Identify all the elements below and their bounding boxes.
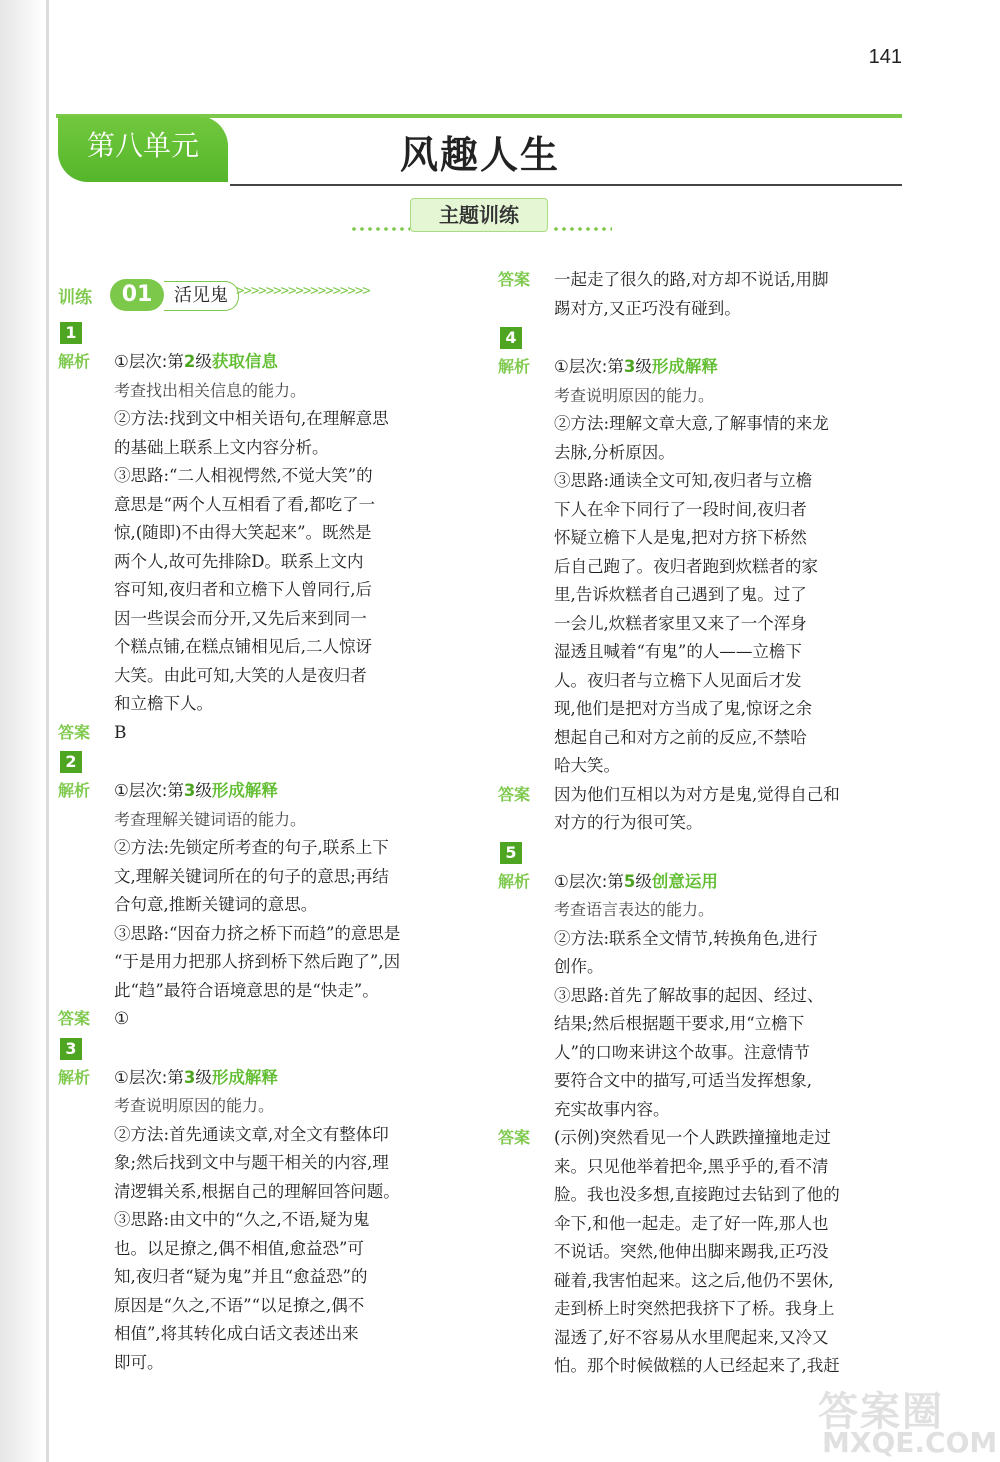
level-prefix: ①层次:第 xyxy=(554,871,624,891)
right-column xyxy=(498,266,902,1381)
analysis-label: 解析 xyxy=(58,1067,91,1087)
answer-line: (示例)突然看见一个人跌跌撞撞地走过 xyxy=(554,1128,831,1147)
answer-line: 碰着,我害怕起来。这之后,他仍不罢休, xyxy=(554,1270,834,1290)
analysis-line: 考查说明原因的能力。 xyxy=(114,1096,275,1115)
question-number: 5 xyxy=(500,842,522,864)
analysis-line: 现,他们是把对方当成了鬼,惊讶之余 xyxy=(554,699,812,718)
analysis-line: “于是用力把那人挤到桥下然后跑了”,因 xyxy=(114,952,401,971)
answer-row xyxy=(498,1124,902,1381)
analysis-line: 去脉,分析原因。 xyxy=(554,442,675,462)
analysis-line: 个糕点铺,在糕点铺相见后,二人惊讶 xyxy=(114,637,372,656)
analysis-line: 惊,(随即)不由得大笑起来”。既然是 xyxy=(114,523,372,542)
level-kind: 形成解释 xyxy=(651,357,718,376)
analysis-line: 也。以足撩之,偶不相值,愈益恐”可 xyxy=(114,1238,364,1258)
level-suffix: 级 xyxy=(195,781,212,800)
analysis-label: 解析 xyxy=(498,357,531,376)
analysis-line: 考查语言表达的能力。 xyxy=(554,900,715,919)
analysis-line: 原因是“久之,不语”“以足撩之,偶不 xyxy=(114,1295,365,1315)
analysis-line: 里,告诉炊糕者自己遇到了鬼。过了 xyxy=(554,585,807,604)
answer-line: 因为他们互相以为对方是鬼,觉得自己和 xyxy=(554,784,840,804)
analysis-label: 解析 xyxy=(58,352,91,371)
analysis-line: ③思路:由文中的“久之,不语,疑为鬼 xyxy=(114,1210,370,1229)
answer-label: 答案 xyxy=(58,1009,91,1028)
analysis-line: 因一些误会而分开,又先后来到同一 xyxy=(114,608,367,628)
analysis-line: 哈大笑。 xyxy=(554,756,620,775)
watermark xyxy=(818,1380,998,1460)
question-number: 4 xyxy=(500,327,522,349)
analysis-line: 下人在伞下同行了一段时间,夜归者 xyxy=(554,499,807,519)
answer-line: 不说话。突然,他伸出脚来踢我,正巧没 xyxy=(554,1242,829,1261)
training-number: 01 xyxy=(110,279,164,311)
analysis-line: 即可。 xyxy=(114,1352,164,1372)
answer-line: 一起走了很久的路,对方却不说话,用脚 xyxy=(554,270,829,289)
analysis-line: 人”的口吻来讲这个故事。注意情节 xyxy=(554,1042,810,1062)
training-name: 活见鬼 xyxy=(164,281,239,311)
answer-row xyxy=(498,266,902,323)
analysis-line: 文,理解关键词所在的句子的意思;再结 xyxy=(114,866,389,886)
level-number: 3 xyxy=(183,781,196,800)
answer-line: 来。只见他举着把伞,黑乎乎的,看不清 xyxy=(554,1156,829,1176)
analysis-line: ③思路:“二人相视愕然,不觉大笑”的 xyxy=(114,466,373,485)
page-binding-shadow xyxy=(0,0,44,1462)
analysis-line: 想起自己和对方之前的反应,不禁哈 xyxy=(554,727,807,747)
analysis-line: 和立檐下人。 xyxy=(114,694,213,713)
analysis-line: 清逻辑关系,根据自己的理解回答问题。 xyxy=(114,1181,400,1201)
level-line xyxy=(114,777,462,806)
level-prefix: ①层次:第 xyxy=(114,1067,184,1087)
question-block xyxy=(498,842,902,1381)
analysis-line: ②方法:先锁定所考查的句子,联系上下 xyxy=(114,838,389,857)
answer-row xyxy=(498,781,902,838)
analysis-line: 此“趋”最符合语境意思的是“快走”。 xyxy=(114,980,379,1000)
level-suffix: 级 xyxy=(195,352,212,371)
dots-right-decoration xyxy=(552,226,612,232)
analysis-label: 解析 xyxy=(58,781,91,800)
analysis-line: 后自己跑了。夜归者跑到炊糕者的家 xyxy=(554,556,818,576)
level-prefix: ①层次:第 xyxy=(114,352,184,371)
training-header xyxy=(58,279,468,313)
question-block xyxy=(498,327,902,838)
level-number: 5 xyxy=(623,871,636,891)
analysis-line: ③思路:通读全文可知,夜归者与立檐 xyxy=(554,471,813,490)
unit-title: 风趣人生 xyxy=(399,132,560,177)
analysis-line: ②方法:找到文中相关语句,在理解意思 xyxy=(114,409,389,428)
analysis-line: 湿透且喊着“有鬼”的人——立檐下 xyxy=(554,642,802,661)
question-block xyxy=(58,1038,462,1378)
dots-left-decoration xyxy=(350,226,410,232)
title-underline xyxy=(230,184,902,186)
analysis-line: 结果;然后根据题干要求,用“立檐下 xyxy=(554,1014,805,1033)
answer-line: B xyxy=(114,722,127,743)
question-block xyxy=(58,322,462,747)
answer-line: 踢对方,又正巧没有碰到。 xyxy=(554,298,741,318)
answer-line: 怕。那个时候做糕的人已经起来了,我赶 xyxy=(554,1356,840,1375)
level-prefix: ①层次:第 xyxy=(554,357,624,376)
analysis-line: 知,夜归者“疑为鬼”并且“愈益恐”的 xyxy=(114,1267,368,1286)
level-prefix: ①层次:第 xyxy=(114,781,184,800)
answer-label: 答案 xyxy=(498,784,531,804)
analysis-line: 人。夜归者与立檐下人见面后才发 xyxy=(554,670,802,690)
answer-line: 走到桥上时突然把我挤下了桥。我身上 xyxy=(554,1299,835,1318)
answer-row xyxy=(58,719,462,748)
analysis-line: 象;然后找到文中与题干相关的内容,理 xyxy=(114,1153,389,1172)
analysis-line: ③思路:首先了解故事的起因、经过、 xyxy=(554,985,824,1005)
analysis-line: ③思路:“因奋力挤之桥下而趋”的意思是 xyxy=(114,923,401,943)
level-number: 3 xyxy=(183,1067,196,1087)
analysis-line: 的基础上联系上文内容分析。 xyxy=(114,437,329,457)
level-kind: 形成解释 xyxy=(211,781,278,800)
analysis-line: 合句意,推断关键词的意思。 xyxy=(114,895,318,914)
question-number: 3 xyxy=(60,1038,82,1060)
unit-tab: 第八单元 xyxy=(58,116,228,182)
answer-row xyxy=(58,1005,462,1034)
analysis-line: 考查说明原因的能力。 xyxy=(554,385,715,405)
level-suffix: 级 xyxy=(635,357,652,376)
analysis-line: 创作。 xyxy=(554,957,604,976)
analysis-line: ②方法:联系全文情节,转换角色,进行 xyxy=(554,928,818,948)
analysis-line: 相值”,将其转化成白话文表述出来 xyxy=(114,1324,359,1343)
level-kind: 获取信息 xyxy=(211,352,278,371)
level-line xyxy=(554,868,902,897)
level-kind: 创意运用 xyxy=(651,871,718,891)
level-suffix: 级 xyxy=(195,1067,212,1087)
level-kind: 形成解释 xyxy=(211,1067,278,1087)
analysis-line: 充实故事内容。 xyxy=(554,1099,670,1119)
analysis-line: 两个人,故可先排除D。联系上文内 xyxy=(114,551,364,571)
theme-badge: 主题训练 xyxy=(410,198,548,232)
analysis-line: 一会儿,炊糕者家里又来了一个浑身 xyxy=(554,613,807,633)
level-line xyxy=(114,348,462,377)
training-arrows: >>>>>>>>>>>>>>>>>> xyxy=(236,283,370,299)
analysis-label: 解析 xyxy=(498,871,531,891)
level-line xyxy=(114,1064,462,1093)
analysis-line: 大笑。由此可知,大笑的人是夜归者 xyxy=(114,665,367,685)
level-number: 3 xyxy=(623,357,636,376)
analysis-row xyxy=(58,348,462,719)
analysis-line: 考查找出相关信息的能力。 xyxy=(114,380,307,400)
answer-line: 对方的行为很可笑。 xyxy=(554,813,703,832)
training-tag: 训练 xyxy=(58,288,92,308)
answer-line: 湿透了,好不容易从水里爬起来,又冷又 xyxy=(554,1327,829,1347)
analysis-line: 考查理解关键词语的能力。 xyxy=(114,809,307,829)
binding-line xyxy=(46,0,49,1462)
page-number: 141 xyxy=(868,46,902,68)
answer-label: 答案 xyxy=(58,722,91,742)
watermark-logo-text: 答案圈 xyxy=(818,1389,944,1435)
analysis-row xyxy=(58,1064,462,1378)
level-suffix: 级 xyxy=(635,871,652,891)
analysis-line: 意思是“两个人互相看了看,都吃了一 xyxy=(114,494,376,514)
question-block xyxy=(58,751,462,1034)
watermark-url: MXQE.COM xyxy=(822,1426,998,1459)
analysis-row xyxy=(58,777,462,1005)
answer-label: 答案 xyxy=(498,1128,531,1147)
analysis-row xyxy=(498,353,902,781)
answer-line: 伞下,和他一起走。走了好一阵,那人也 xyxy=(554,1213,829,1233)
analysis-line: ②方法:首先通读文章,对全文有整体印 xyxy=(114,1124,389,1144)
analysis-row xyxy=(498,868,902,1125)
analysis-line: ②方法:理解文章大意,了解事情的来龙 xyxy=(554,414,829,433)
question-number: 1 xyxy=(60,322,82,344)
analysis-line: 怀疑立檐下人是鬼,把对方挤下桥然 xyxy=(554,528,807,547)
left-column xyxy=(58,318,462,1377)
question-number: 2 xyxy=(60,751,82,773)
analysis-line: 容可知,夜归者和立檐下人曾同行,后 xyxy=(114,580,372,599)
answer-line: 脸。我也没多想,直接跑过去钻到了他的 xyxy=(554,1185,840,1204)
level-number: 2 xyxy=(183,352,196,371)
answer-line: ① xyxy=(114,1009,130,1029)
analysis-line: 要符合文中的描写,可适当发挥想象, xyxy=(554,1071,812,1090)
level-line xyxy=(554,353,902,382)
answer-label: 答案 xyxy=(498,270,531,289)
